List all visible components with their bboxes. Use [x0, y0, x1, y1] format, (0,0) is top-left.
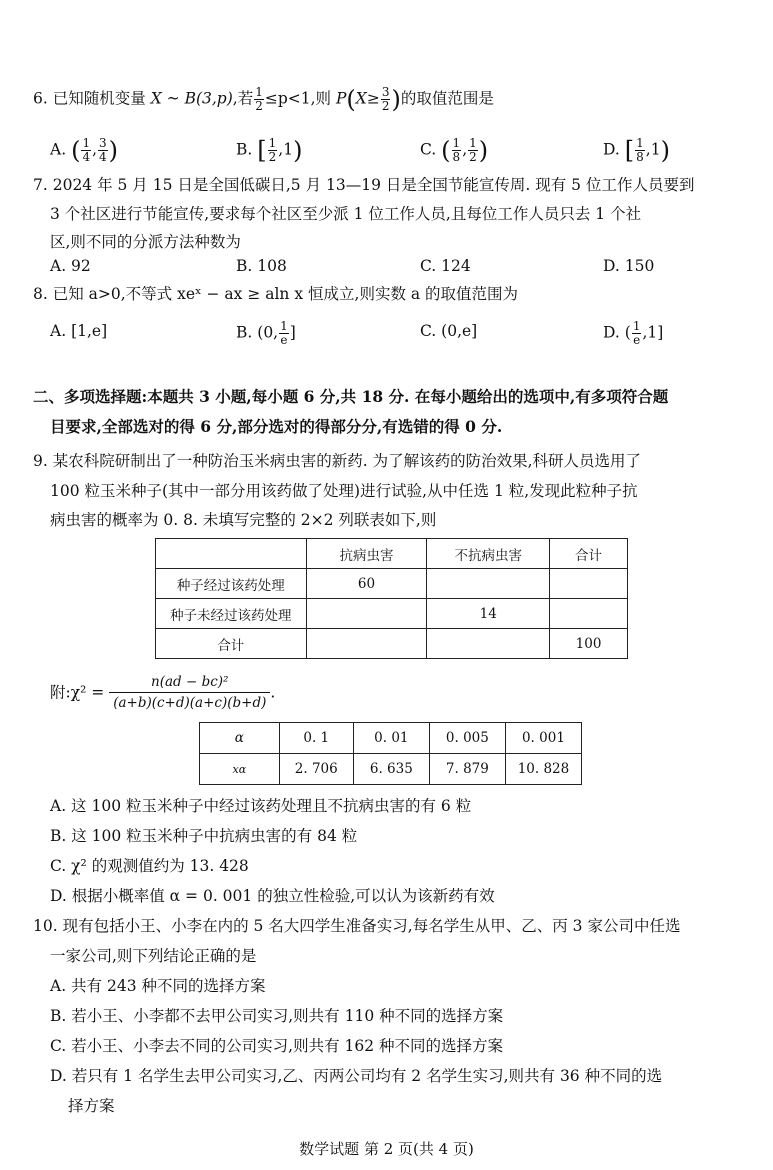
q7-line-3: 区,则不同的分派方法种数为 [50, 233, 241, 251]
q7-line-1: 7. 2024 年 5 月 15 日是全国低碳日,5 月 13—19 日是全国节能宣传周. 现有 5 位工作人员要到 [33, 176, 695, 194]
q10-line-2: 一家公司,则下列结论正确的是 [50, 947, 257, 965]
table-row: 种子经过该药处理 60 [156, 569, 628, 599]
q9-line-2: 100 粒玉米种子(其中一部分用该药做了处理)进行试验,从中任选 1 粒,发现此粒种子抗 [50, 482, 638, 500]
q6-option-a: A. ( $\frac{1}{4}$ , $\frac{3}{4}$ ) [50, 136, 119, 165]
q8-option-c: C. (0,e] [420, 322, 478, 340]
q9-option-b: B. 这 100 粒玉米种子中抗病虫害的有 84 粒 [50, 827, 358, 845]
q10-option-a: A. 共有 243 种不同的选择方案 [50, 977, 266, 995]
q9-option-d: D. 根据小概率值 α = 0. 001 的独立性检验,可以认为该新药有效 [50, 887, 495, 905]
q8-option-b: B. (0, $\frac{1}{e}$ ] [236, 319, 296, 347]
q7-option-a: A. 92 [50, 257, 91, 275]
q10-option-d: D. 若只有 1 名学生去甲公司实习,乙、丙两公司均有 2 名学生实习,则共有 36 种不同的选 [50, 1067, 663, 1085]
table-row: 种子未经过该药处理 14 [156, 599, 628, 629]
page-footer: 数学试题 第 2 页(共 4 页) [299, 1140, 474, 1158]
q9-option-c: C. χ² 的观测值约为 13. 428 [50, 857, 249, 875]
fraction: $\frac{3}{2}$ [381, 85, 390, 113]
q7-line-2: 3 个社区进行节能宣传,要求每个社区至少派 1 位工作人员,且每位工作人员只去 1 个社 [50, 205, 642, 223]
q9-line-3: 病虫害的概率为 0. 8. 未填写完整的 2×2 列联表如下,则 [50, 511, 437, 529]
q6-option-b: B. [ $\frac{1}{2}$ ,1) [236, 136, 303, 165]
table-row: xα 2. 706 6. 635 7. 879 10. 828 [200, 754, 582, 785]
contingency-table [155, 538, 628, 659]
q7-option-c: C. 124 [420, 257, 471, 275]
table-row: α 0. 1 0. 01 0. 005 0. 001 [200, 723, 582, 754]
q10-option-d-cont: 择方案 [68, 1097, 115, 1115]
chi-square-formula: 附:χ² = $\frac{\text{n(ad − bc)²}}{(a+b)(c+d)(a+c)(b+d)}$ . [50, 674, 276, 711]
q8-option-a: A. [1,e] [50, 322, 108, 340]
q7-option-d: D. 150 [603, 257, 655, 275]
q10-option-b: B. 若小王、小李都不去甲公司实习,则共有 110 种不同的选择方案 [50, 1007, 504, 1025]
fraction: $\frac{1}{2}$ [255, 85, 263, 113]
q8-stem: 8. 已知 a>0,不等式 xeˣ − ax ≥ aln x 恒成立,则实数 a 的取值范围为 [33, 285, 519, 303]
table-row: 合计 100 [156, 629, 628, 659]
q6-number: 6. [33, 89, 48, 108]
table-row: 抗病虫害 不抗病虫害 合计 [156, 539, 628, 569]
q6-stem: 6. 已知随机变量 X ~ B(3,p),若 $\frac{1}{2}$ ≤p<1,则 P(X≥ $\frac{3}{2}$ )的取值范围是 [33, 85, 494, 114]
critical-value-table [199, 722, 582, 785]
q6-option-d: D. [ $\frac{1}{8}$ ,1) [603, 136, 670, 165]
section-heading-line-1: 二、多项选择题:本题共 3 小题,每小题 6 分,共 18 分. 在每小题给出的选项中,有多项符合题 [33, 387, 669, 406]
q9-option-a: A. 这 100 粒玉米种子中经过该药处理且不抗病虫害的有 6 粒 [50, 797, 472, 815]
q7-option-b: B. 108 [236, 257, 287, 275]
q6-option-c: C. ( $\frac{1}{8}$ , $\frac{1}{2}$ ) [420, 136, 489, 165]
q8-option-d: D. ( $\frac{1}{e}$ ,1] [603, 319, 664, 347]
section-heading-line-2: 目要求,全部选对的得 6 分,部分选对的得部分分,有选错的得 0 分. [50, 417, 503, 436]
q9-line-1: 9. 某农科院研制出了一种防治玉米病虫害的新药. 为了解该药的防治效果,科研人员选用了 [33, 452, 641, 470]
q10-line-1: 10. 现有包括小王、小李在内的 5 名大四学生准备实习,每名学生从甲、乙、丙 3 家公司中任选 [33, 917, 681, 935]
q10-option-c: C. 若小王、小李去不同的公司实习,则共有 162 种不同的选择方案 [50, 1037, 504, 1055]
